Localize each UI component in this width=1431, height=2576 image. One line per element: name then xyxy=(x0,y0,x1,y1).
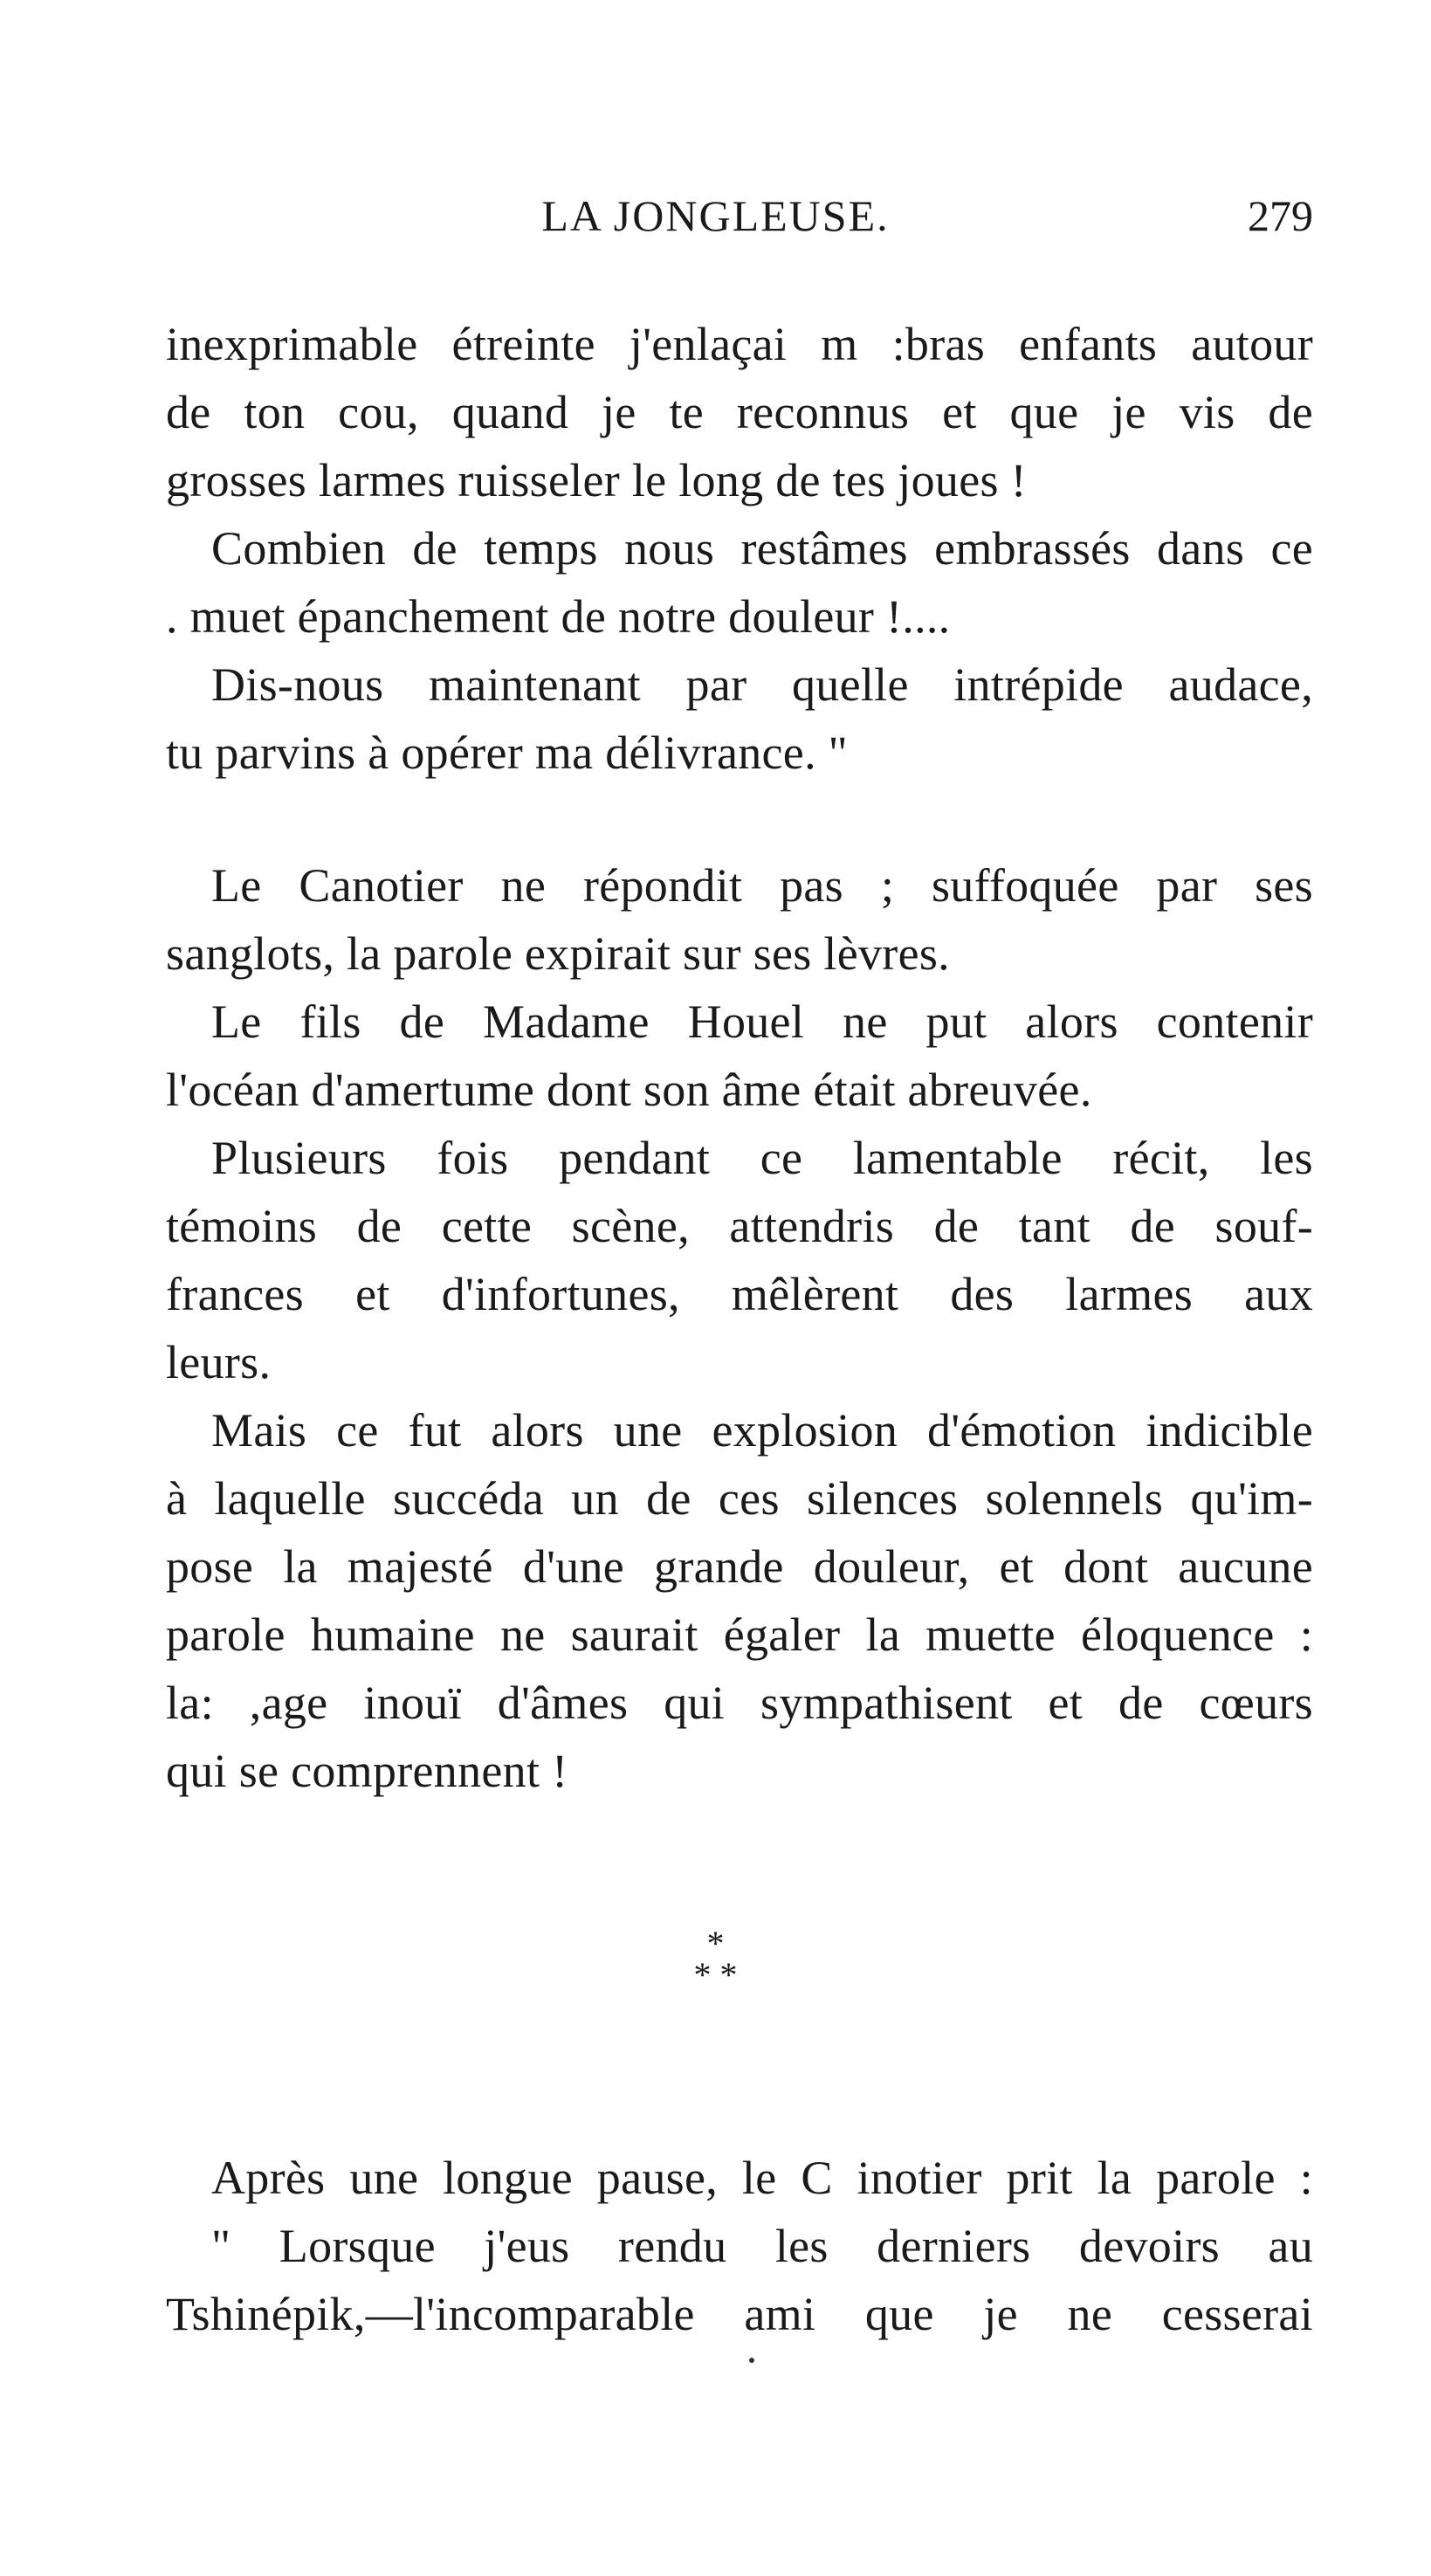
text-line: Mais ce fut alors une explosion d'émotion indicible xyxy=(211,1404,1313,1457)
asterism-top: * xyxy=(706,1924,725,1963)
text-line: Combien de temps nous restâmes embrassés dans ce xyxy=(211,522,1313,575)
paragraph-block-1 xyxy=(166,310,1313,787)
text-line: témoins de cette scène, attendris de tant de souf- xyxy=(166,1200,1313,1252)
text-line: Le fils de Madame Houel ne put alors contenir xyxy=(211,995,1313,1048)
text-line: Tshinépik,—l'incomparable ami que je ne cesserai xyxy=(166,2288,1313,2340)
text-line: pose la majesté d'une grande douleur, et dont aucune xyxy=(166,1540,1313,1593)
text-line: parole humaine ne saurait égaler la muette éloquence : xyxy=(166,1608,1313,1661)
text-line: l'océan d'amertume dont son âme était abreuvée. xyxy=(166,1064,1092,1116)
text-line: . muet épanchement de notre douleur !.... xyxy=(166,590,951,643)
text-line: Plusieurs fois pendant ce lamentable récit, les xyxy=(211,1132,1313,1184)
text-line: qui se comprennent ! xyxy=(166,1745,568,1797)
text-line: frances et d'infortunes, mêlèrent des larmes aux xyxy=(166,1268,1313,1320)
text-line: Après une longue pause, le C inotier prit la parole : xyxy=(211,2152,1313,2204)
text-line: de ton cou, quand je te reconnus et que je vis de xyxy=(166,386,1313,438)
text-line: à laquelle succéda un de ces silences solennels qu'im- xyxy=(166,1472,1313,1525)
text-line: " Lorsque j'eus rendu les derniers devoirs au xyxy=(211,2220,1313,2272)
text-line: Le Canotier ne répondit pas ; suffoquée par ses xyxy=(211,859,1313,912)
paragraph-block-3 xyxy=(166,2144,1313,2348)
page-number: 279 xyxy=(1248,191,1313,240)
text-line: sanglots, la parole expirait sur ses lèvres. xyxy=(166,927,950,980)
text-line: leurs. xyxy=(166,1336,272,1388)
section-asterism xyxy=(0,1924,1431,1994)
running-header-title: LA JONGLEUSE. xyxy=(541,191,890,240)
paragraph-block-2 xyxy=(166,851,1313,1805)
text-line: Dis-nous maintenant par quelle intrépide audace, xyxy=(211,658,1313,711)
text-line: grosses larmes ruisseler le long de tes joues ! xyxy=(166,454,1027,506)
text-line: tu parvins à opérer ma délivrance. " xyxy=(166,727,849,779)
text-line: inexprimable étreinte j'enlaçai m :bras enfants autour xyxy=(166,318,1313,370)
print-speck xyxy=(749,2358,754,2363)
text-line: la: ,age inouï d'âmes qui sympathisent et de cœurs xyxy=(166,1677,1313,1729)
asterism-bottom: * * xyxy=(693,1955,738,1994)
